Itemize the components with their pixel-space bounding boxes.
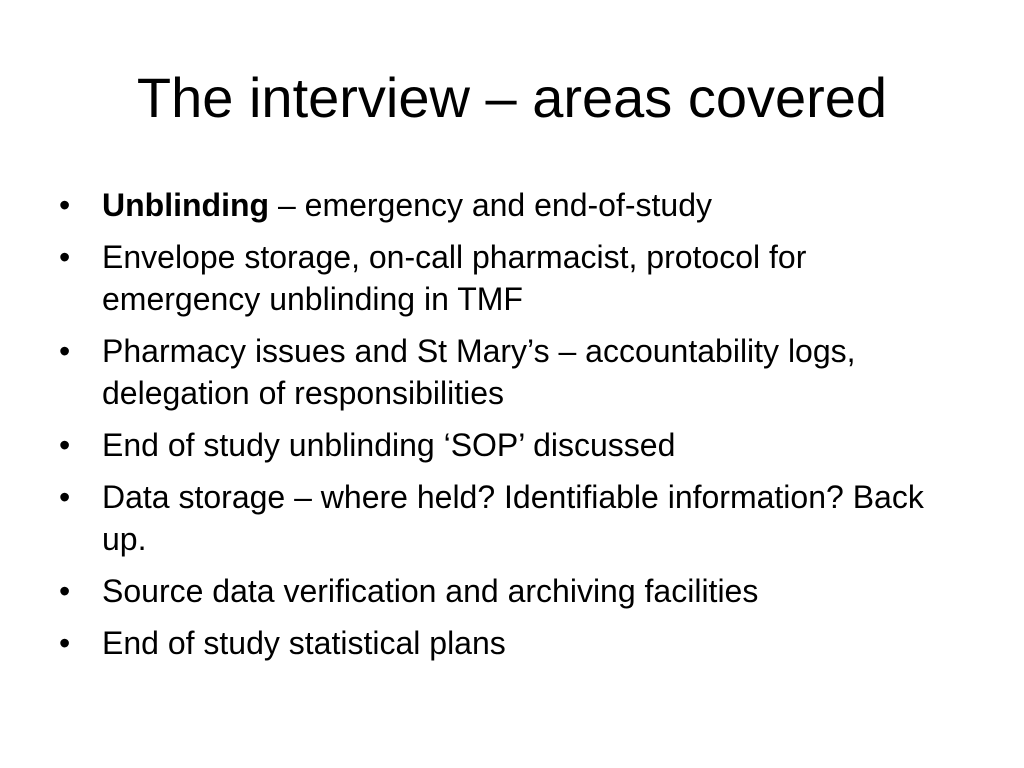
bullet-text: Pharmacy issues and St Mary’s – accountability logs, delegation of responsibilities — [102, 333, 856, 411]
bullet-item-envelope-storage — [56, 236, 956, 320]
bullet-icon: • — [59, 625, 71, 661]
bullet-text: Source data verification and archiving facilities — [102, 573, 759, 609]
bullet-item-statistical-plans — [56, 622, 956, 664]
bullet-text: Data storage – where held? Identifiable information? Back up. — [102, 479, 924, 557]
bullet-item-unblinding — [56, 184, 956, 226]
bullet-text: Envelope storage, on-call pharmacist, protocol for emergency unblinding in TMF — [102, 239, 807, 317]
bullet-item-source-data — [56, 570, 956, 612]
bullet-text: – emergency and end-of-study — [269, 187, 712, 223]
bullet-item-data-storage — [56, 476, 956, 560]
bullet-icon: • — [59, 427, 71, 463]
bullet-list — [56, 184, 956, 674]
bullet-icon: • — [59, 333, 71, 369]
bullet-bold-text: Unblinding — [102, 187, 270, 223]
bullet-icon: • — [59, 239, 71, 275]
bullet-item-pharmacy-issues — [56, 330, 956, 414]
slide-title: The interview – areas covered — [136, 66, 888, 129]
bullet-text: End of study statistical plans — [102, 625, 506, 661]
bullet-icon: • — [59, 573, 71, 609]
bullet-text: End of study unblinding ‘SOP’ discussed — [102, 427, 676, 463]
bullet-item-sop — [56, 424, 956, 466]
bullet-icon: • — [59, 187, 71, 223]
bullet-icon: • — [59, 479, 71, 515]
